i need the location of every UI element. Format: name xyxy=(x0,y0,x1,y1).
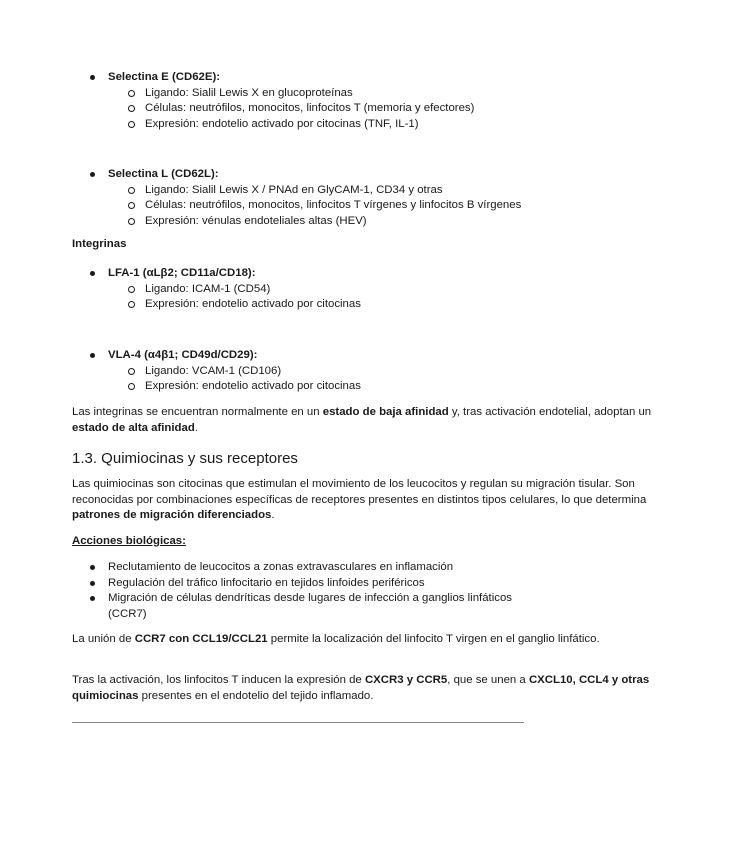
selectina-l-title: Selectina L (CD62L): xyxy=(108,168,219,180)
selectina-l-block xyxy=(0,167,600,229)
list-item xyxy=(0,266,600,282)
selectina-e-block xyxy=(0,70,600,132)
bullet-icon xyxy=(90,271,95,276)
list-item xyxy=(0,70,600,86)
list-item xyxy=(0,167,600,183)
acciones-list xyxy=(0,560,600,622)
circle-bullet-icon xyxy=(128,383,135,390)
list-item: Regulación del tráfico linfocitario en tejidos linfoides periféricos xyxy=(0,576,600,592)
list-item: Migración de células dendríticas desde lugares de infección a ganglios linfáticos (CCR7) xyxy=(0,591,600,622)
list-subitem: Células: neutrófilos, monocitos, linfocitos T vírgenes y linfocitos B vírgenes xyxy=(0,198,600,214)
circle-bullet-icon xyxy=(128,286,135,293)
circle-bullet-icon xyxy=(128,218,135,225)
section-heading: 1.3. Quimiocinas y sus receptores xyxy=(72,450,298,467)
bullet-icon xyxy=(90,172,95,177)
bullet-icon xyxy=(90,581,95,586)
list-subitem: Ligando: Sialil Lewis X / PNAd en GlyCAM-1, CD34 y otras xyxy=(0,183,600,199)
ccr7-paragraph: La unión de CCR7 con CCL19/CCL21 permite la localización del linfocito T virgen en el ganglio linfático. xyxy=(72,633,600,645)
circle-bullet-icon xyxy=(128,368,135,375)
integrinas-paragraph: Las integrinas se encuentran normalmente en un estado de baja afinidad y, tras activación endotelial, adoptan un estado de alta afinidad. xyxy=(72,406,652,434)
list-subitem: Células: neutrófilos, monocitos, linfocitos T (memoria y efectores) xyxy=(0,101,600,117)
selectina-e-title: Selectina E (CD62E): xyxy=(108,71,221,83)
bullet-icon xyxy=(90,565,95,570)
lfa1-title: LFA-1 (αLβ2; CD11a/CD18): xyxy=(108,267,256,279)
circle-bullet-icon xyxy=(128,121,135,128)
circle-bullet-icon xyxy=(128,202,135,209)
circle-bullet-icon xyxy=(128,301,135,308)
horizontal-divider xyxy=(72,722,524,723)
list-subitem: Ligando: ICAM-1 (CD54) xyxy=(0,282,600,298)
list-subitem: Expresión: endotelio activado por citocinas (TNF, IL-1) xyxy=(0,117,600,133)
list-subitem: Ligando: VCAM-1 (CD106) xyxy=(0,364,600,380)
lfa1-block xyxy=(0,266,600,313)
vla4-block xyxy=(0,348,600,395)
circle-bullet-icon xyxy=(128,187,135,194)
vla4-title: VLA-4 (α4β1; CD49d/CD29): xyxy=(108,349,258,361)
list-subitem: Expresión: vénulas endoteliales altas (HEV) xyxy=(0,214,600,230)
list-item xyxy=(0,348,600,364)
circle-bullet-icon xyxy=(128,105,135,112)
bullet-icon xyxy=(90,75,95,80)
list-subitem: Ligando: Sialil Lewis X en glucoproteínas xyxy=(0,86,600,102)
quimiocinas-paragraph: Las quimiocinas son citocinas que estimulan el movimiento de los leucocitos y regulan su migración tisular. Son reconocidas por combinaciones específicas de receptores presentes en distintos tipos celulares, lo que determina patrones de migración diferenciados. xyxy=(72,478,647,521)
circle-bullet-icon xyxy=(128,90,135,97)
bullet-icon xyxy=(90,596,95,601)
integrinas-heading: Integrinas xyxy=(72,238,127,250)
list-subitem: Expresión: endotelio activado por citocinas xyxy=(0,379,600,395)
list-item: Reclutamiento de leucocitos a zonas extravasculares en inflamación xyxy=(0,560,600,576)
activacion-paragraph: Tras la activación, los linfocitos T inducen la expresión de CXCR3 y CCR5, que se unen a CXCL10, CCL4 y otras quimiocinas presentes en el endotelio del tejido inflamado. xyxy=(72,674,650,702)
list-subitem: Expresión: endotelio activado por citocinas xyxy=(0,297,600,313)
bullet-icon xyxy=(90,353,95,358)
acciones-heading: Acciones biológicas: xyxy=(72,535,186,547)
